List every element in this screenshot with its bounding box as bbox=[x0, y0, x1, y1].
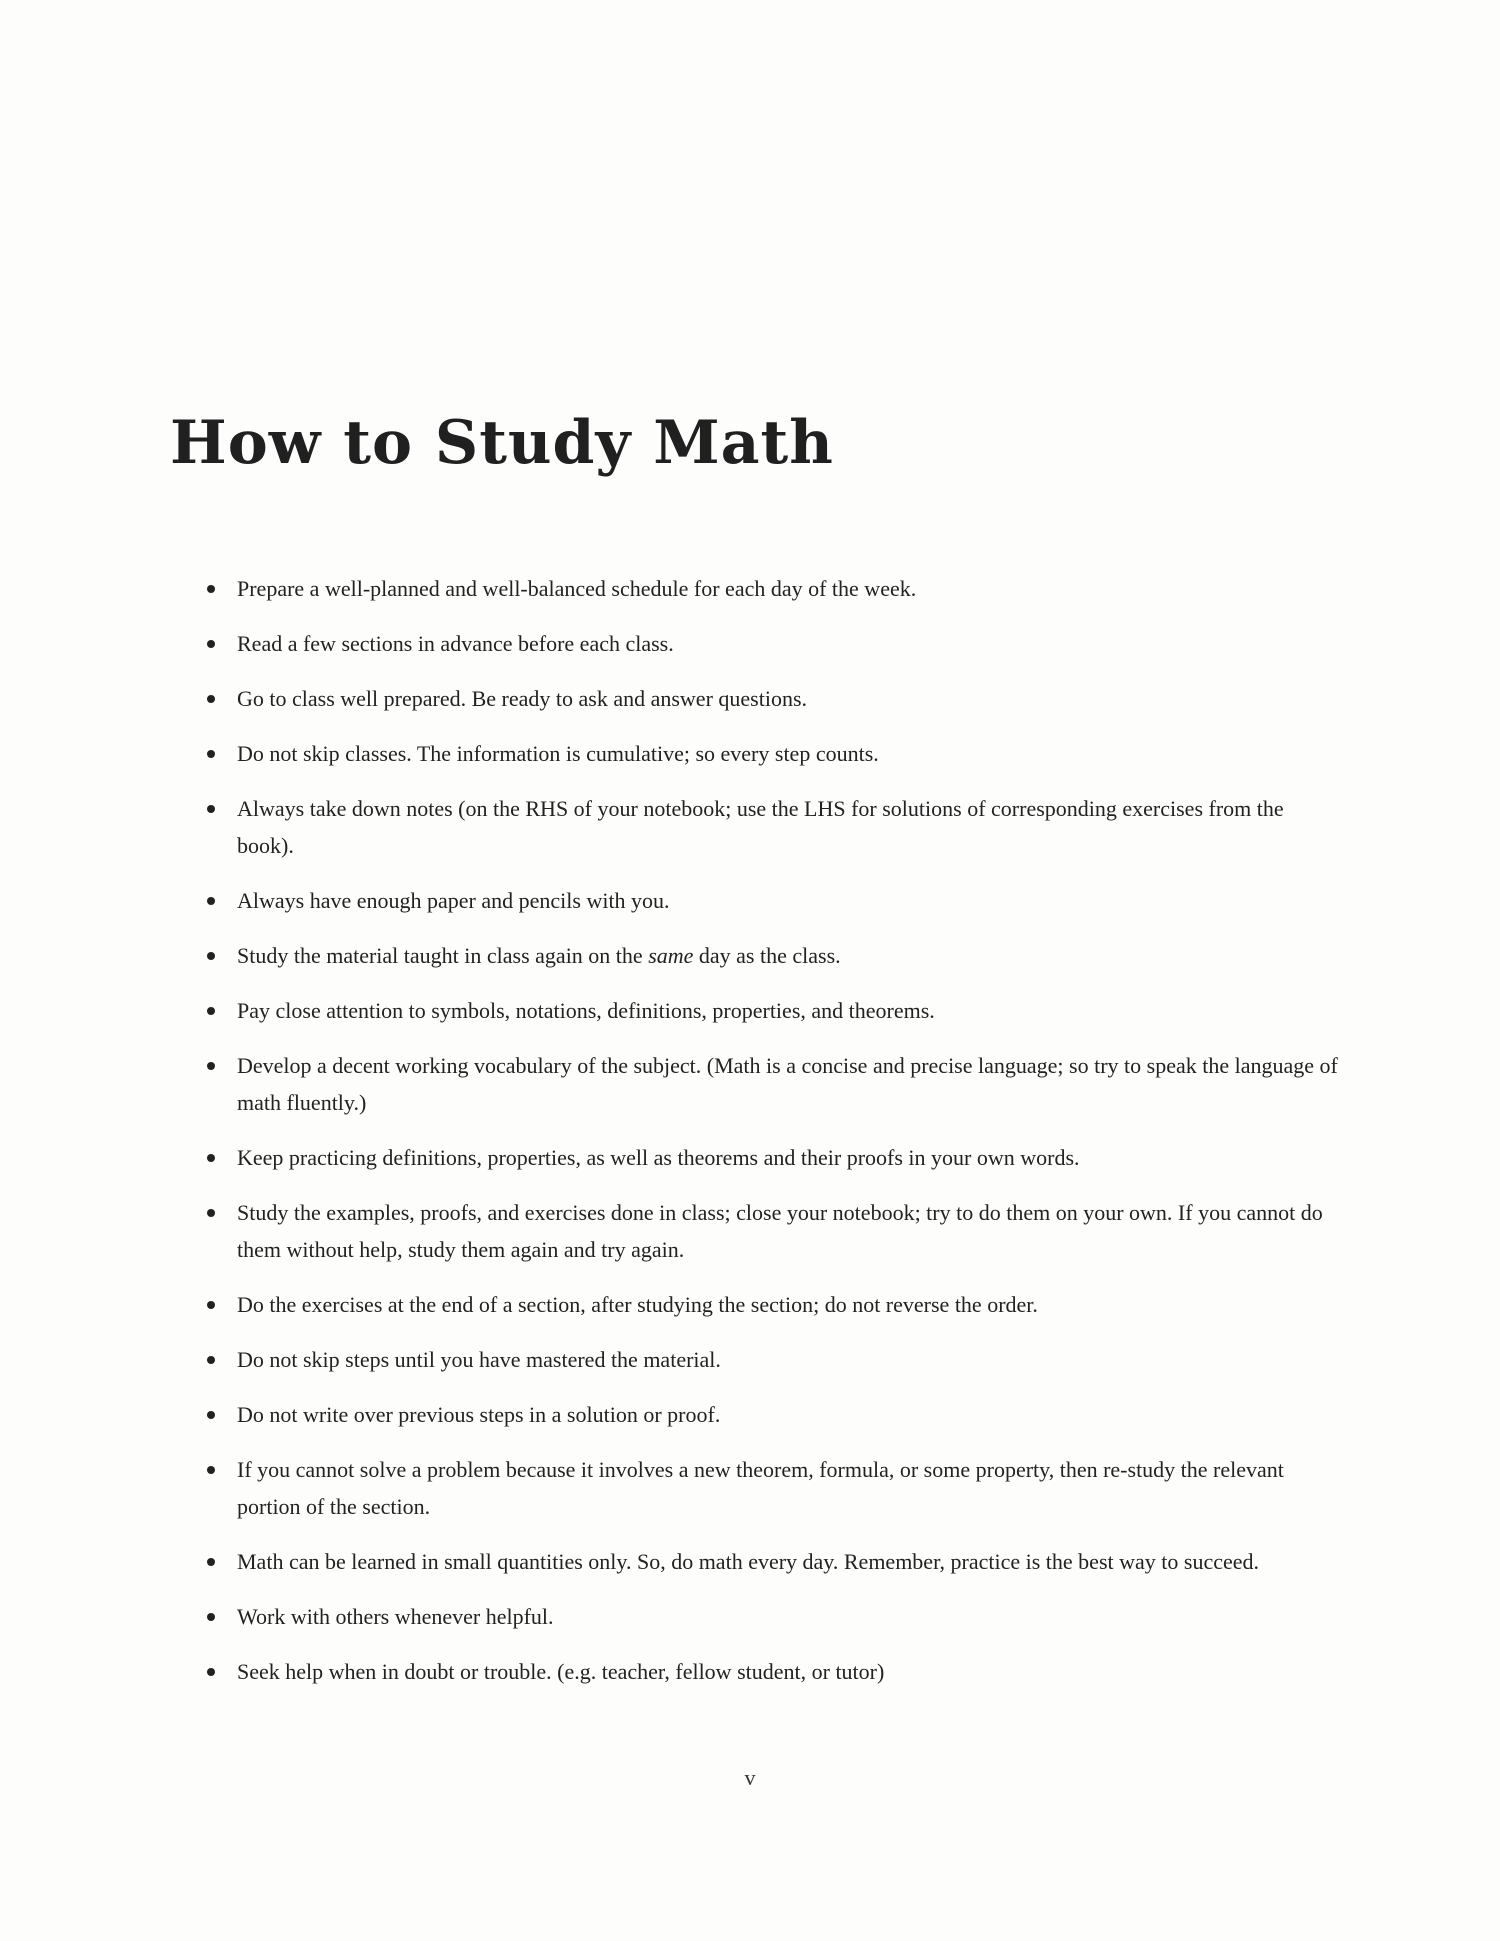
tip-text-after: day as the class. bbox=[693, 943, 841, 968]
tip-item bbox=[205, 1396, 1340, 1433]
bullet-icon bbox=[207, 585, 215, 593]
tip-item bbox=[205, 882, 1340, 919]
tip-text-emphasis: same bbox=[648, 943, 694, 968]
bullet-icon bbox=[207, 1466, 215, 1474]
tip-text: Always have enough paper and pencils with you. bbox=[237, 888, 670, 913]
bullet-icon bbox=[207, 1301, 215, 1309]
tip-item bbox=[205, 570, 1340, 607]
tip-text: Go to class well prepared. Be ready to ask and answer questions. bbox=[237, 686, 808, 711]
tip-text: Do not skip classes. The information is cumulative; so every step counts. bbox=[237, 741, 879, 766]
bullet-icon bbox=[207, 952, 215, 960]
bullet-icon bbox=[207, 1062, 215, 1070]
tip-text: Always take down notes (on the RHS of your notebook; use the LHS for solutions of corresponding exercises from the book). bbox=[237, 796, 1284, 858]
tip-text: Seek help when in doubt or trouble. (e.g. teacher, fellow student, or tutor) bbox=[237, 1659, 885, 1684]
tip-text: Math can be learned in small quantities only. So, do math every day. Remember, practice is the best way to succeed. bbox=[237, 1549, 1260, 1574]
tip-text: Do not skip steps until you have mastered the material. bbox=[237, 1347, 721, 1372]
tip-text: Work with others whenever helpful. bbox=[237, 1604, 554, 1629]
bullet-icon bbox=[207, 1209, 215, 1217]
bullet-icon bbox=[207, 805, 215, 813]
bullet-icon bbox=[207, 1613, 215, 1621]
tip-item bbox=[205, 992, 1340, 1029]
bullet-icon bbox=[207, 1356, 215, 1364]
tip-text: Do not write over previous steps in a solution or proof. bbox=[237, 1402, 721, 1427]
tip-item bbox=[205, 937, 1340, 974]
tip-item bbox=[205, 1653, 1340, 1690]
tip-text: Develop a decent working vocabulary of the subject. (Math is a concise and precise language; so try to speak the language of math fluently.) bbox=[237, 1053, 1338, 1115]
bullet-icon bbox=[207, 1668, 215, 1676]
tip-text: Prepare a well-planned and well-balanced schedule for each day of the week. bbox=[237, 576, 917, 601]
tip-item bbox=[205, 1139, 1340, 1176]
tip-item bbox=[205, 1598, 1340, 1635]
page-number: v bbox=[744, 1765, 756, 1790]
page-title: How to Study Math bbox=[170, 408, 834, 478]
tip-text: Keep practicing definitions, properties, as well as theorems and their proofs in your own words. bbox=[237, 1145, 1080, 1170]
bullet-icon bbox=[207, 1007, 215, 1015]
tip-item bbox=[205, 625, 1340, 662]
bullet-icon bbox=[207, 695, 215, 703]
tip-text: Read a few sections in advance before each class. bbox=[237, 631, 674, 656]
bullet-icon bbox=[207, 1558, 215, 1566]
tip-item bbox=[205, 1047, 1340, 1121]
tip-item bbox=[205, 1543, 1340, 1580]
tip-item bbox=[205, 1341, 1340, 1378]
tip-text: Study the examples, proofs, and exercises done in class; close your notebook; try to do them on your own. If you cannot do them without help, study them again and try again. bbox=[237, 1200, 1323, 1262]
tip-item bbox=[205, 680, 1340, 717]
tip-text: Pay close attention to symbols, notations, definitions, properties, and theorems. bbox=[237, 998, 935, 1023]
bullet-icon bbox=[207, 750, 215, 758]
tip-item bbox=[205, 1286, 1340, 1323]
tip-text-before: Study the material taught in class again on the bbox=[237, 943, 649, 968]
tip-item bbox=[205, 790, 1340, 864]
tip-text: Do the exercises at the end of a section, after studying the section; do not reverse the order. bbox=[237, 1292, 1038, 1317]
tip-item bbox=[205, 1451, 1340, 1525]
bullet-icon bbox=[207, 1411, 215, 1419]
bullet-icon bbox=[207, 897, 215, 905]
tip-item bbox=[205, 1194, 1340, 1268]
bullet-icon bbox=[207, 640, 215, 648]
bullet-icon bbox=[207, 1154, 215, 1162]
tip-text: If you cannot solve a problem because it involves a new theorem, formula, or some property, then re-study the relevant portion of the section. bbox=[237, 1457, 1284, 1519]
study-tips-list bbox=[205, 570, 1340, 1708]
tip-item bbox=[205, 735, 1340, 772]
